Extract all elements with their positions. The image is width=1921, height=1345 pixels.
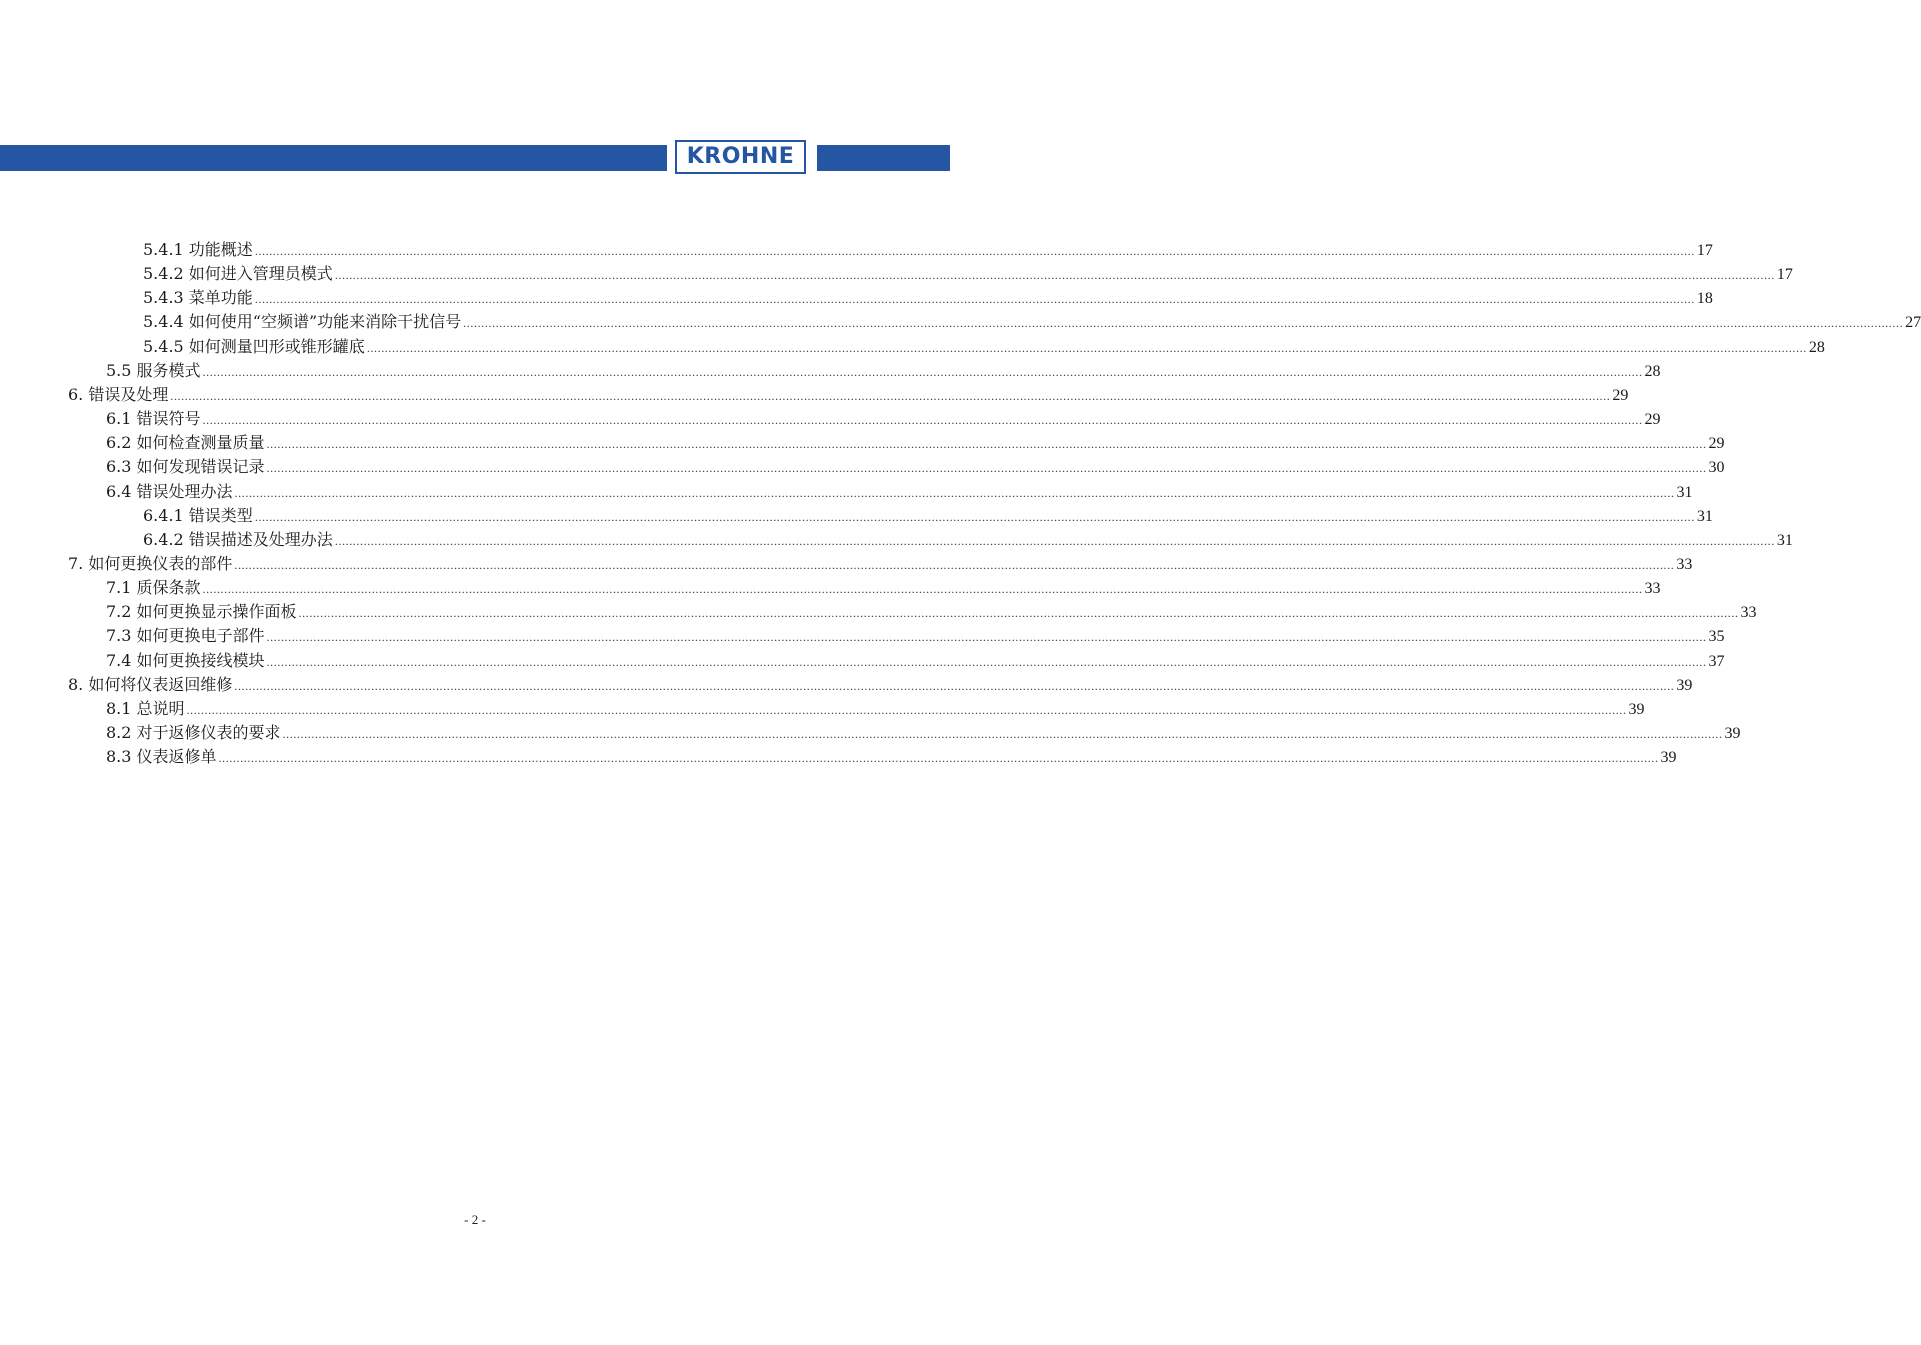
toc-entry-page: 28 xyxy=(1808,338,1825,356)
toc-entry-label: 7.2 如何更换显示操作面板 xyxy=(106,602,297,622)
toc-entry-page: 31 xyxy=(1696,507,1713,525)
toc-entry-page: 33 xyxy=(1644,580,1661,598)
toc-entry[interactable] xyxy=(106,697,1645,721)
toc-entry-page: 39 xyxy=(1660,749,1677,767)
toc-entry[interactable] xyxy=(106,407,1661,431)
toc-entry-label: 6. 错误及处理 xyxy=(68,384,169,404)
toc-dot-leader: ................................................................................................................................................................................................................................................................................................................................................................................................................ xyxy=(282,727,1723,741)
toc-entry-page: 33 xyxy=(1676,555,1693,573)
toc-entry-label: 6.2 如何检查测量质量 xyxy=(106,433,265,453)
toc-dot-leader: ................................................................................................................................................................................................................................................................................................................................................................................................................ xyxy=(202,582,1643,597)
toc-dot-leader: ................................................................................................................................................................................................................................................................................................................................................................................................................ xyxy=(254,292,1695,307)
toc-entry-label: 5.4.2 如何进入管理员模式 xyxy=(143,264,333,284)
toc-entry-page: 31 xyxy=(1776,531,1793,549)
toc-entry-page: 37 xyxy=(1708,652,1725,670)
toc-dot-leader: ................................................................................................................................................................................................................................................................................................................................................................................................................ xyxy=(334,268,1775,283)
toc-dot-leader: ................................................................................................................................................................................................................................................................................................................................................................................................................ xyxy=(266,630,1707,645)
header-band-left xyxy=(0,145,667,171)
toc-entry-page: 31 xyxy=(1676,483,1693,501)
toc-entry[interactable] xyxy=(68,383,1629,407)
toc-dot-leader: ................................................................................................................................................................................................................................................................................................................................................................................................................ xyxy=(202,413,1643,428)
toc-entry-label: 7. 如何更换仪表的部件 xyxy=(68,553,233,573)
toc-entry[interactable] xyxy=(106,745,1677,769)
toc-entry-label: 6.4.1 错误类型 xyxy=(143,505,253,525)
toc-dot-leader: ................................................................................................................................................................................................................................................................................................................................................................................................................ xyxy=(234,485,1675,500)
toc-entry[interactable] xyxy=(143,504,1713,528)
toc-entry-label: 7.1 质保条款 xyxy=(106,578,201,598)
toc-entry[interactable] xyxy=(143,286,1713,310)
toc-entry-label: 7.4 如何更换接线模块 xyxy=(106,650,265,670)
toc-entry-label: 7.3 如何更换电子部件 xyxy=(106,626,265,646)
toc-entry-label: 8.3 仪表返修单 xyxy=(106,747,217,767)
toc-dot-leader: ................................................................................................................................................................................................................................................................................................................................................................................................................ xyxy=(186,702,1627,717)
toc-entry-label: 6.1 错误符号 xyxy=(106,409,201,429)
toc-dot-leader: ................................................................................................................................................................................................................................................................................................................................................................................................................ xyxy=(463,316,1904,331)
toc-dot-leader: ................................................................................................................................................................................................................................................................................................................................................................................................................ xyxy=(366,340,1807,355)
toc-entry[interactable] xyxy=(106,359,1661,383)
toc-dot-leader: ................................................................................................................................................................................................................................................................................................................................................................................................................ xyxy=(234,678,1675,693)
toc-dot-leader: ................................................................................................................................................................................................................................................................................................................................................................................................................ xyxy=(234,557,1675,572)
toc-entry-label: 8. 如何将仪表返回维修 xyxy=(68,674,233,694)
toc-entry[interactable] xyxy=(106,624,1725,648)
toc-entry-page: 33 xyxy=(1740,604,1757,622)
toc-entry[interactable] xyxy=(143,238,1713,262)
page-number: - 2 - xyxy=(464,1212,486,1227)
toc-entry-page: 17 xyxy=(1776,266,1793,284)
toc-entry[interactable] xyxy=(143,262,1793,286)
logo-text: KROHNE xyxy=(686,144,795,169)
toc-entry-page: 27 xyxy=(1905,314,1921,332)
toc-entry-page: 35 xyxy=(1708,628,1725,646)
toc-entry-label: 8.2 对于返修仪表的要求 xyxy=(106,723,281,742)
toc-dot-leader: ................................................................................................................................................................................................................................................................................................................................................................................................................ xyxy=(254,244,1695,258)
toc-dot-leader: ................................................................................................................................................................................................................................................................................................................................................................................................................ xyxy=(266,461,1707,476)
toc-entry-page: 29 xyxy=(1708,435,1725,453)
toc-entry[interactable] xyxy=(143,310,1921,334)
toc-entry-page: 39 xyxy=(1724,725,1741,742)
toc-dot-leader: ................................................................................................................................................................................................................................................................................................................................................................................................................ xyxy=(202,364,1643,379)
toc-dot-leader: ................................................................................................................................................................................................................................................................................................................................................................................................................ xyxy=(218,751,1659,766)
toc-entry[interactable] xyxy=(106,455,1725,479)
toc-entry-page: 39 xyxy=(1676,676,1693,694)
toc-entry-page: 28 xyxy=(1644,362,1661,380)
toc-entry[interactable] xyxy=(68,673,1693,697)
header-band-right xyxy=(817,145,950,171)
krohne-logo xyxy=(675,140,806,174)
toc-entry[interactable] xyxy=(106,576,1661,600)
toc-dot-leader: ................................................................................................................................................................................................................................................................................................................................................................................................................ xyxy=(334,533,1775,548)
toc-entry-label: 5.4.1 功能概述 xyxy=(143,240,253,259)
toc-entry-label: 5.5 服务模式 xyxy=(106,360,201,380)
toc-dot-leader: ................................................................................................................................................................................................................................................................................................................................................................................................................ xyxy=(298,606,1739,621)
toc-entry-page: 30 xyxy=(1708,459,1725,477)
toc-entry[interactable] xyxy=(106,721,1741,745)
toc-entry-label: 5.4.3 菜单功能 xyxy=(143,288,253,308)
toc-entry[interactable] xyxy=(106,649,1725,673)
toc-dot-leader: ................................................................................................................................................................................................................................................................................................................................................................................................................ xyxy=(266,654,1707,669)
toc-entry-page: 18 xyxy=(1696,290,1713,308)
toc-entry-page: 29 xyxy=(1644,411,1661,429)
toc-entry[interactable] xyxy=(106,600,1757,624)
toc-dot-leader: ................................................................................................................................................................................................................................................................................................................................................................................................................ xyxy=(170,388,1611,403)
toc-entry[interactable] xyxy=(106,431,1725,455)
toc-entry[interactable] xyxy=(106,480,1693,504)
toc-entry[interactable] xyxy=(68,552,1693,576)
toc-entry-label: 6.3 如何发现错误记录 xyxy=(106,457,265,477)
toc-entry-label: 5.4.5 如何测量凹形或锥形罐底 xyxy=(143,336,365,356)
toc-entry-page: 39 xyxy=(1628,700,1645,718)
toc-entry-label: 5.4.4 如何使用“空频谱”功能来消除干扰信号 xyxy=(143,312,462,332)
toc-dot-leader: ................................................................................................................................................................................................................................................................................................................................................................................................................ xyxy=(266,437,1707,452)
toc-dot-leader: ................................................................................................................................................................................................................................................................................................................................................................................................................ xyxy=(254,509,1695,524)
toc-entry-page: 17 xyxy=(1696,242,1713,259)
toc-entry-label: 6.4.2 错误描述及处理办法 xyxy=(143,529,333,549)
toc-entry-page: 29 xyxy=(1612,386,1629,404)
toc-entry[interactable] xyxy=(143,335,1825,359)
toc-entry-label: 8.1 总说明 xyxy=(106,698,185,718)
toc-entry[interactable] xyxy=(143,528,1793,552)
toc-entry-label: 6.4 错误处理办法 xyxy=(106,481,233,501)
